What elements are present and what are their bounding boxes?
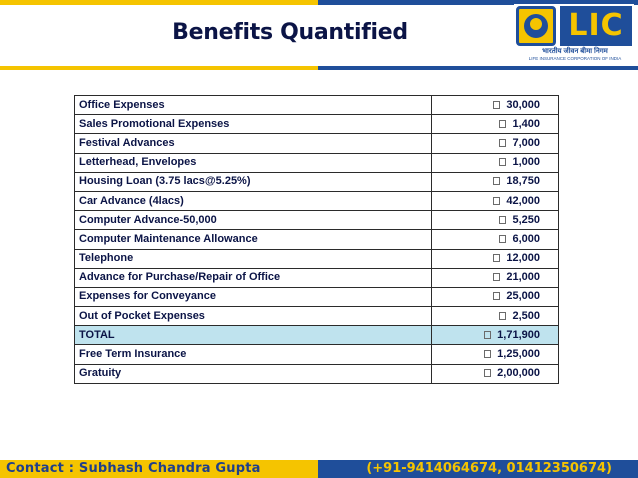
row-label: Letterhead, Envelopes — [75, 153, 432, 172]
rupee-icon — [493, 254, 500, 262]
row-label: Advance for Purchase/Repair of Office — [75, 268, 432, 287]
row-label: Computer Maintenance Allowance — [75, 230, 432, 249]
lic-emblem-icon — [516, 6, 556, 46]
row-amount: 1,400 — [512, 117, 540, 130]
row-amount: 2,00,000 — [497, 367, 540, 380]
rupee-icon — [493, 101, 500, 109]
row-label: Housing Loan (3.75 lacs@5.25%) — [75, 172, 432, 191]
row-label: Expenses for Conveyance — [75, 287, 432, 306]
rupee-icon — [499, 312, 506, 320]
table-row — [75, 307, 559, 326]
row-amount: 2,500 — [512, 309, 540, 322]
rupee-icon — [499, 120, 506, 128]
footer-phone: (+91-9414064674, 01412350674) — [366, 461, 612, 476]
table-row — [75, 230, 559, 249]
row-amount: 42,000 — [506, 194, 540, 207]
lic-logo — [514, 4, 634, 64]
rupee-icon — [484, 369, 491, 377]
rupee-icon — [493, 273, 500, 281]
row-label: Out of Pocket Expenses — [75, 307, 432, 326]
rupee-icon — [484, 331, 491, 339]
row-amount: 6,000 — [512, 232, 540, 245]
table-row — [75, 153, 559, 172]
footer-contact: Contact : Subhash Chandra Gupta — [6, 461, 261, 476]
row-amount: 5,250 — [512, 213, 540, 226]
table-row-total — [75, 326, 559, 345]
row-amount: 1,25,000 — [497, 348, 540, 361]
total-label: TOTAL — [75, 326, 432, 345]
logo-subtitle: LIFE INSURANCE CORPORATION OF INDIA — [528, 56, 622, 61]
page-title: Benefits Quantified — [172, 20, 408, 45]
row-amount: 18,750 — [506, 175, 540, 188]
rupee-icon — [499, 158, 506, 166]
table-row — [75, 211, 559, 230]
row-label: Festival Advances — [75, 134, 432, 153]
rupee-icon — [493, 197, 500, 205]
table-row — [75, 115, 559, 134]
benefits-table — [74, 95, 559, 384]
row-label: Gratuity — [75, 364, 432, 383]
top-bar-yellow — [0, 0, 318, 5]
row-label: Telephone — [75, 249, 432, 268]
header-rule-yellow — [0, 66, 318, 70]
row-amount: 7,000 — [512, 136, 540, 149]
row-label: Sales Promotional Expenses — [75, 115, 432, 134]
row-label: Office Expenses — [75, 96, 432, 115]
row-amount: 12,000 — [506, 252, 540, 265]
table-row — [75, 172, 559, 191]
row-amount: 30,000 — [506, 98, 540, 111]
row-label: Free Term Insurance — [75, 345, 432, 364]
rupee-icon — [484, 350, 491, 358]
total-amount: 1,71,900 — [497, 328, 540, 341]
table-row — [75, 268, 559, 287]
table-row — [75, 364, 559, 383]
row-amount: 1,000 — [512, 156, 540, 169]
rupee-icon — [493, 177, 500, 185]
table-row — [75, 345, 559, 364]
rupee-icon — [499, 139, 506, 147]
rupee-icon — [499, 216, 506, 224]
table-row — [75, 249, 559, 268]
table-row — [75, 287, 559, 306]
rupee-icon — [499, 235, 506, 243]
row-label: Car Advance (4lacs) — [75, 191, 432, 210]
rupee-icon — [493, 292, 500, 300]
logo-text: LIC — [560, 6, 632, 46]
logo-hindi-text: भारतीय जीवन बीमा निगम — [542, 48, 608, 55]
header-rule-blue — [318, 66, 638, 70]
table-row — [75, 134, 559, 153]
table-row — [75, 191, 559, 210]
table-row — [75, 96, 559, 115]
row-amount: 25,000 — [506, 290, 540, 303]
row-label: Computer Advance-50,000 — [75, 211, 432, 230]
row-amount: 21,000 — [506, 271, 540, 284]
